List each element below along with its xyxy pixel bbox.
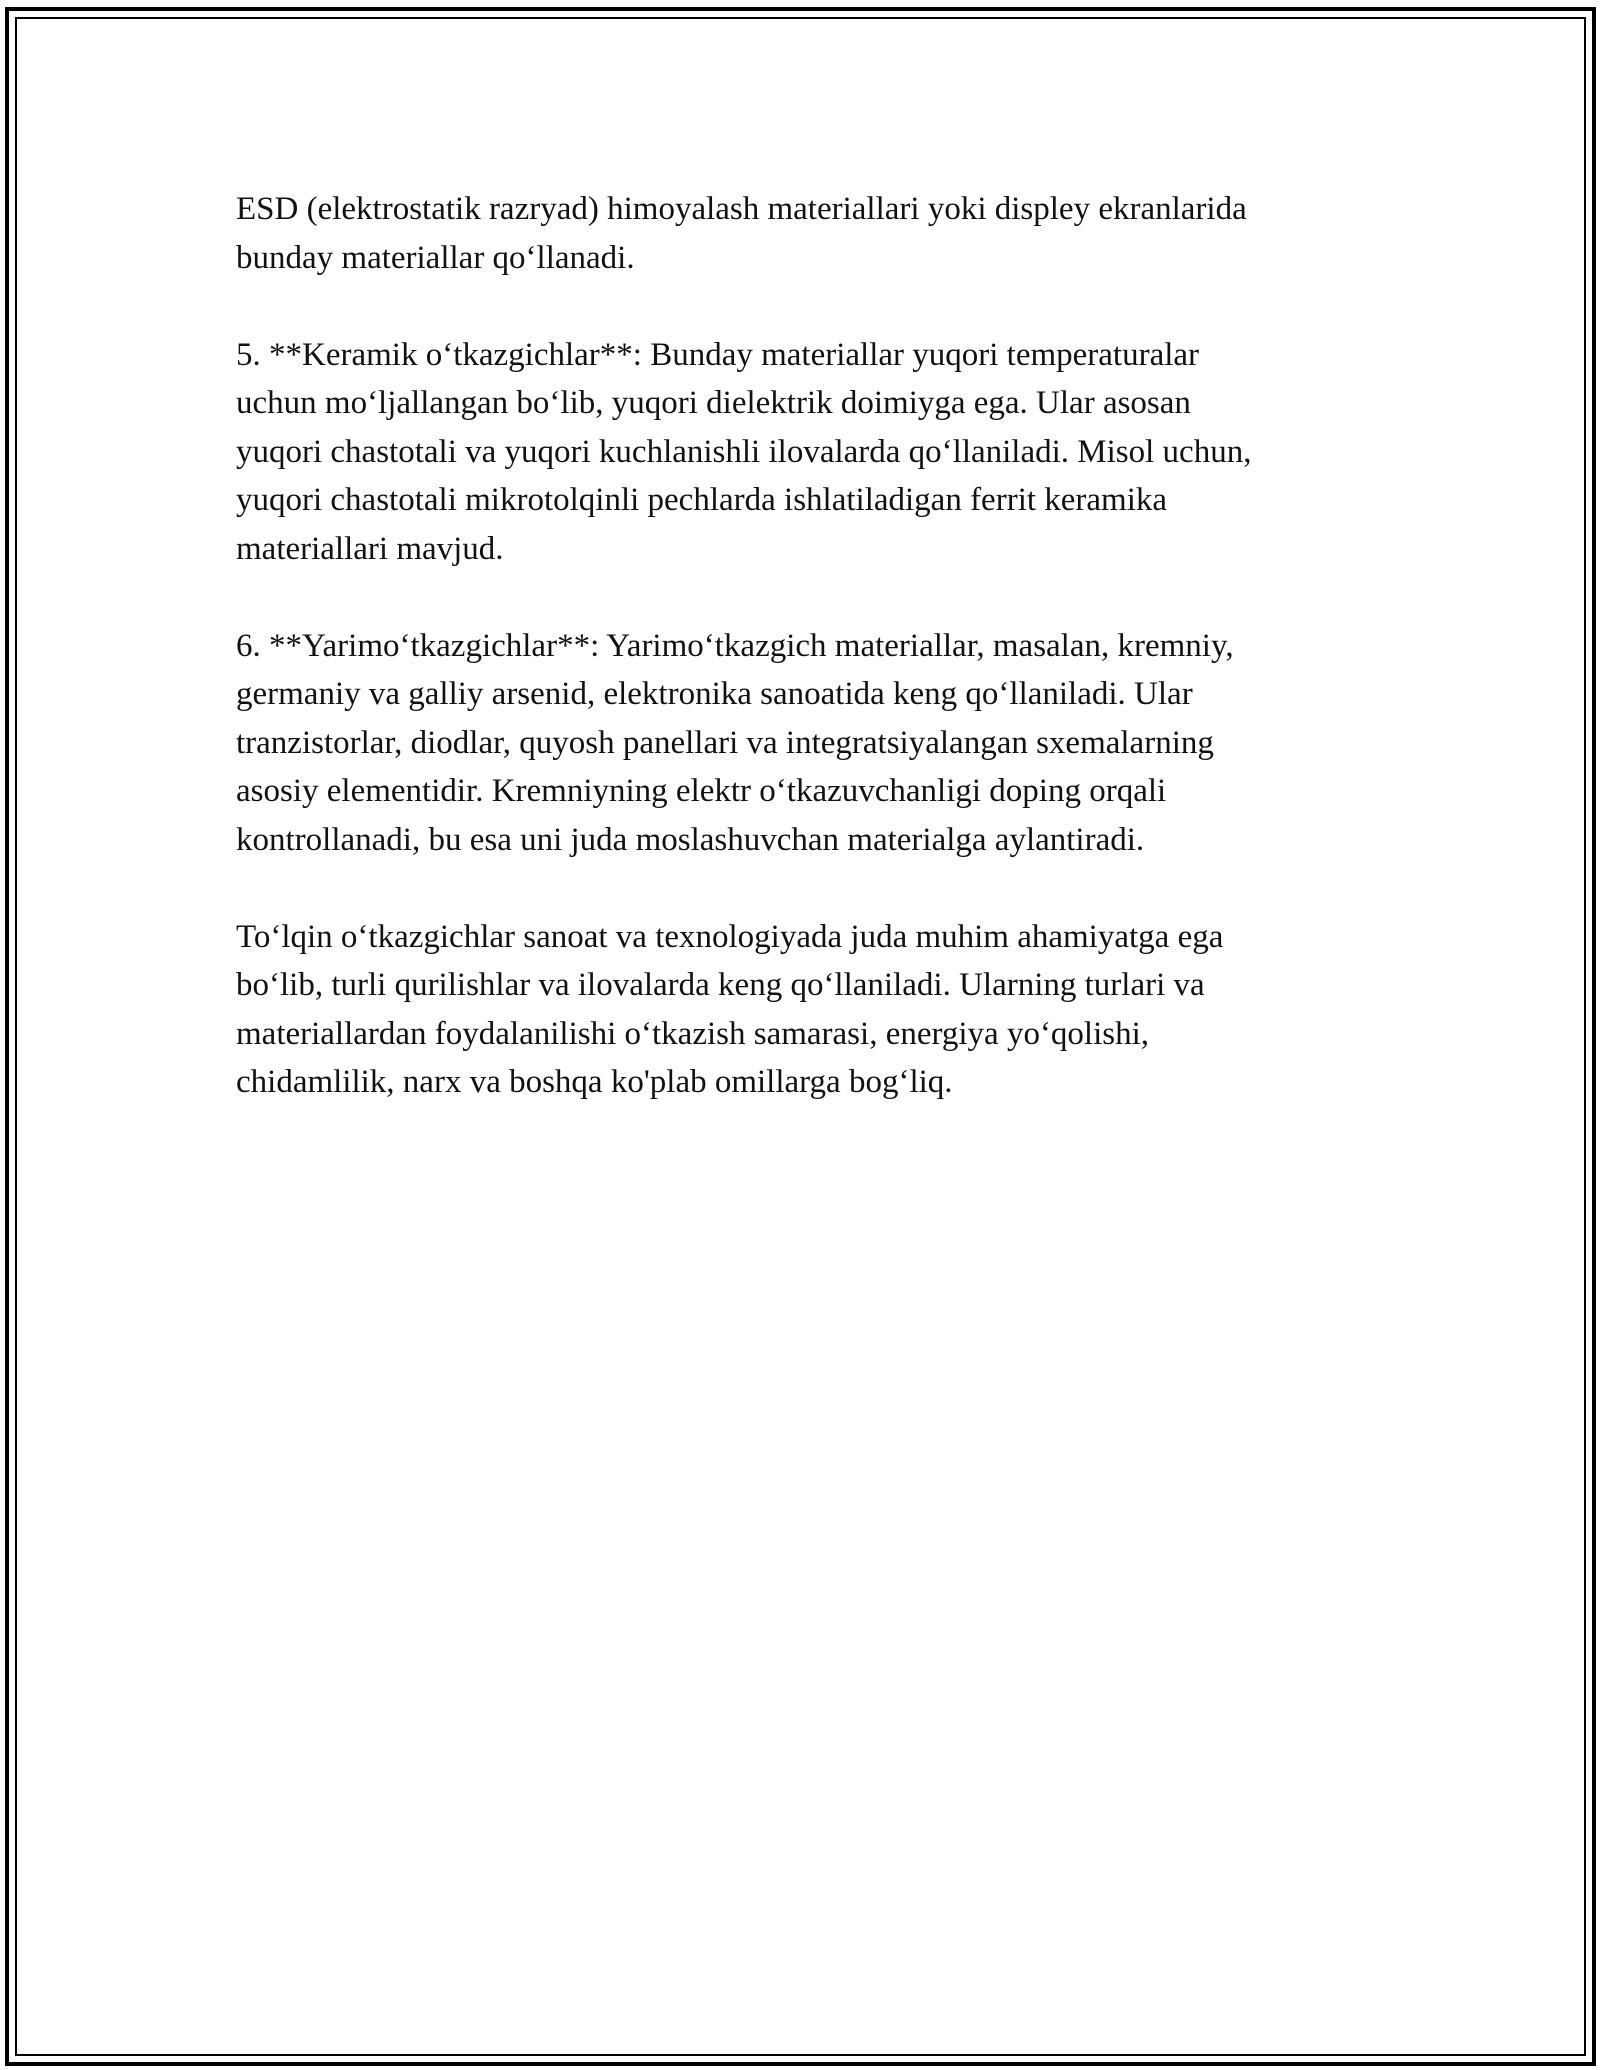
paragraph-conclusion: To‘lqin o‘tkazgichlar sanoat va texnologiyada juda muhim ahamiyatga ega bo‘lib, turli qurilishlar va ilovalarda keng qo‘llaniladi. Ularning turlari va materiallardan foydalanilishi o‘tkazish samarasi, energiya yo‘qolishi, chidamlilik, narx va boshqa ko'plab omillarga bog‘liq.	[236, 918, 1224, 1100]
paragraph-esd-continuation: ESD (elektrostatik razryad) himoyalash materiallari yoki displey ekranlarida bunday materiallar qo‘llanadi.	[236, 191, 1247, 276]
paragraph-ceramic-conductors: 5. **Keramik o‘tkazgichlar**: Bunday materiallar yuqori temperaturalar uchun mo‘ljallangan bo‘lib, yuqori dielektrik doimiyga ega. Ular asosan yuqori chastotali va yuqori kuchlanishli ilovalarda qo‘llaniladi. Misol uchun, yuqori chastotali mikrotolqinli pechlarda ishlatiladigan ferrit keramika materiallari mavjud.	[236, 336, 1252, 567]
paragraph-semiconductors: 6. **Yarimo‘tkazgichlar**: Yarimo‘tkazgich materiallar, masalan, kremniy, germaniy va galliy arsenid, elektronika sanoatida keng qo‘llaniladi. Ular tranzistorlar, diodlar, quyosh panellari va integratsiyalangan sxemalarning asosiy elementidir. Kremniyning elektr o‘tkazuvchanligi doping orqali kontrollanadi, bu esa uni juda moslashuvchan materialga aylantiradi.	[236, 627, 1234, 858]
document-body	[236, 185, 1376, 1155]
